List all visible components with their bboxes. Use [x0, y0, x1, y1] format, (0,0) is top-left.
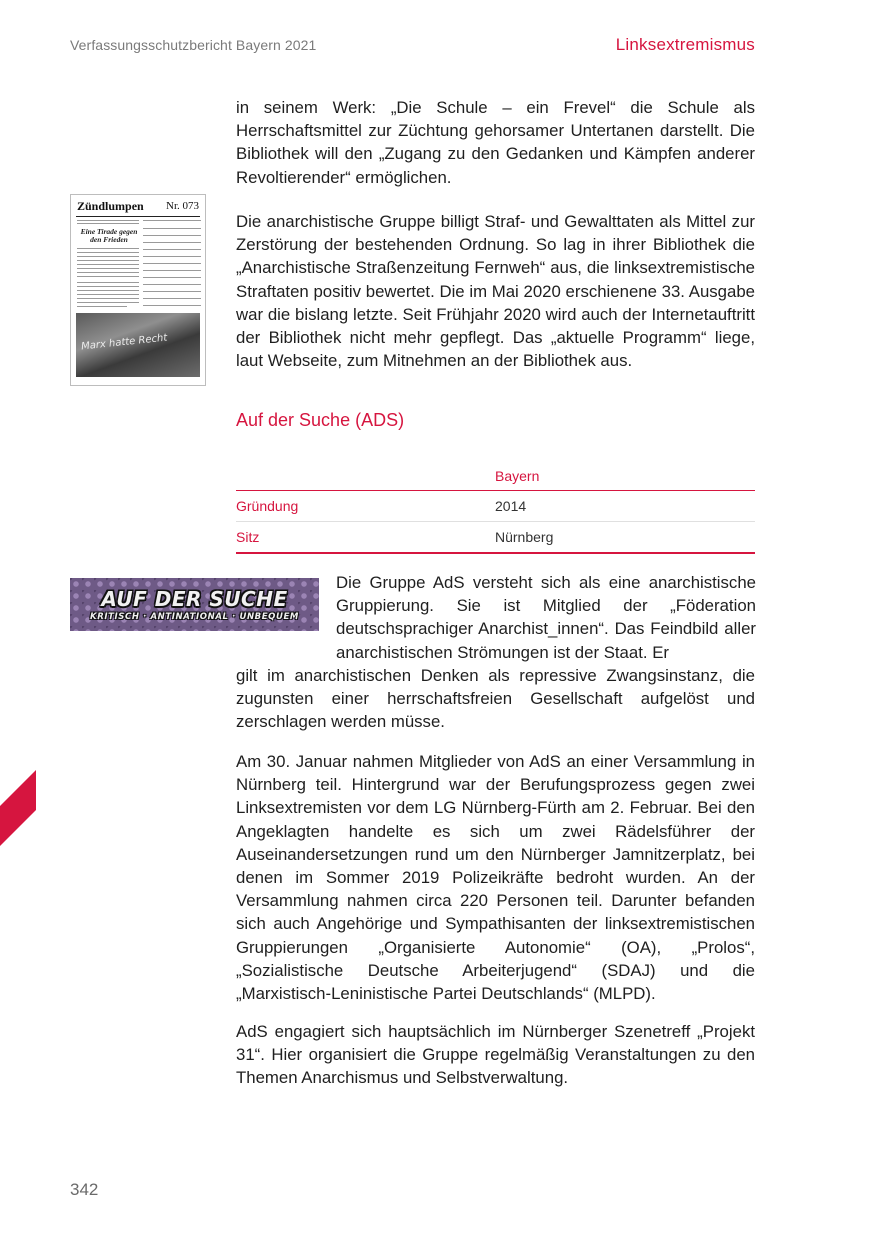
paragraph-school: in seinem Werk: „Die Schule – ein Frevel“ die Schule als Herrschaftsmittel zur Züchtung gehorsamer Untertanen darstellt. Die Bibliothek will den „Zugang zu den Gedanken und Kämpfen anderer Revoltierender“ ermöglichen. [236, 98, 755, 187]
newspaper-issue: Nr. 073 [166, 200, 199, 212]
paragraph-ads-intro: Die Gruppe AdS versteht sich als eine anarchistische Gruppierung. Sie ist Mitglied der „Föderation deutschsprachiger Anarchist_innen“. Das Feindbild aller anarchistischen Strömungen ist der Staat. Er [336, 573, 756, 662]
publication-title: Verfassungsschutzbericht Bayern 2021 [70, 37, 317, 53]
ads-logo-banner [70, 578, 319, 631]
paragraph-violence: Die anarchistische Gruppe billigt Straf- und Gewalttaten als Mittel zur Zerstörung der bestehenden Ordnung. So lag in ihrer Bibliothek die „Anarchistische Straßenzeitung Fernweh“ aus, die linksextremistische Straftaten positiv bewertet. Die im Mai 2020 erschienene 33. Ausgabe war die bislang letzte. Seit Frühjahr 2020 wird auch der Internetauftritt der Bibliothek nicht mehr gepflegt. Das „aktuelle Programm“ liege, laut Webseite, zum Mitnehmen an der Bibliothek aus. [236, 212, 755, 371]
chapter-title: Linksextremismus [615, 35, 755, 54]
masthead-rule [76, 216, 200, 217]
row-label: Gründung [236, 498, 299, 514]
info-table [236, 461, 755, 554]
banner-subtitle: KRITISCH · ANTINATIONAL · UNBEQUEM [90, 612, 299, 622]
paragraph-assembly: Am 30. Januar nahmen Mitglieder von AdS an einer Versammlung in Nürnberg teil. Hintergrund war der Berufungsprozess gegen zwei Linksextremisten vor dem LG Nürnberg-Fürth am 2. Februar. Bei den Angeklagten handelte es sich um zwei Rädelsführer der Auseinandersetzungen rund um den Nürnberger Jamnitzerplatz, bei denen im Sommer 2019 Polizeikräfte bedroht wurden. An der Versammlung nahmen circa 220 Personen teil. Darunter befanden sich auch Angehörige und Sympathisanten der linksextremistischen Gruppierungen „Organisierte Autonomie“ (OA), „Prolos“, „Sozialistische Deutsche Arbeiterjugend“ (SDAJ) und die „Marxistisch-Leninistische Partei Deutschlands“ (MLPD). [236, 752, 755, 1004]
paragraph-ads-intro-cont: gilt im anarchistischen Denken als repressive Zwangsinstanz, die zugunsten einer herrschaftsfreien Gesellschaft aufgelöst und zerschlagen werden müsse. [236, 666, 755, 732]
banner-title: AUF DER SUCHE [101, 587, 288, 611]
paragraph-projekt31: AdS engagiert sich hauptsächlich im Nürnberger Szenetreff „Projekt 31“. Hier organisiert die Gruppe regelmäßig Veranstaltungen zu den Themen Anarchismus und Selbstverwaltung. [236, 1022, 755, 1088]
table-row [236, 491, 755, 522]
row-value: Nürnberg [495, 529, 554, 545]
newspaper-masthead: Zündlumpen [77, 199, 144, 213]
table-header-row [236, 461, 755, 491]
table-header-empty [236, 461, 495, 491]
graffiti-text: Marx hatte Recht [80, 332, 168, 353]
table-column-header: Bayern [495, 467, 540, 484]
section-title: Auf der Suche (ADS) [236, 410, 405, 430]
page-number: 342 [70, 1180, 99, 1199]
newspaper-thumbnail [70, 194, 206, 386]
row-label: Sitz [236, 529, 260, 545]
row-value: 2014 [495, 498, 527, 514]
chapter-tab-marker [0, 770, 36, 846]
newspaper-headline: Eine Tirade gegen den Frieden [80, 227, 138, 244]
table-row [236, 522, 755, 554]
